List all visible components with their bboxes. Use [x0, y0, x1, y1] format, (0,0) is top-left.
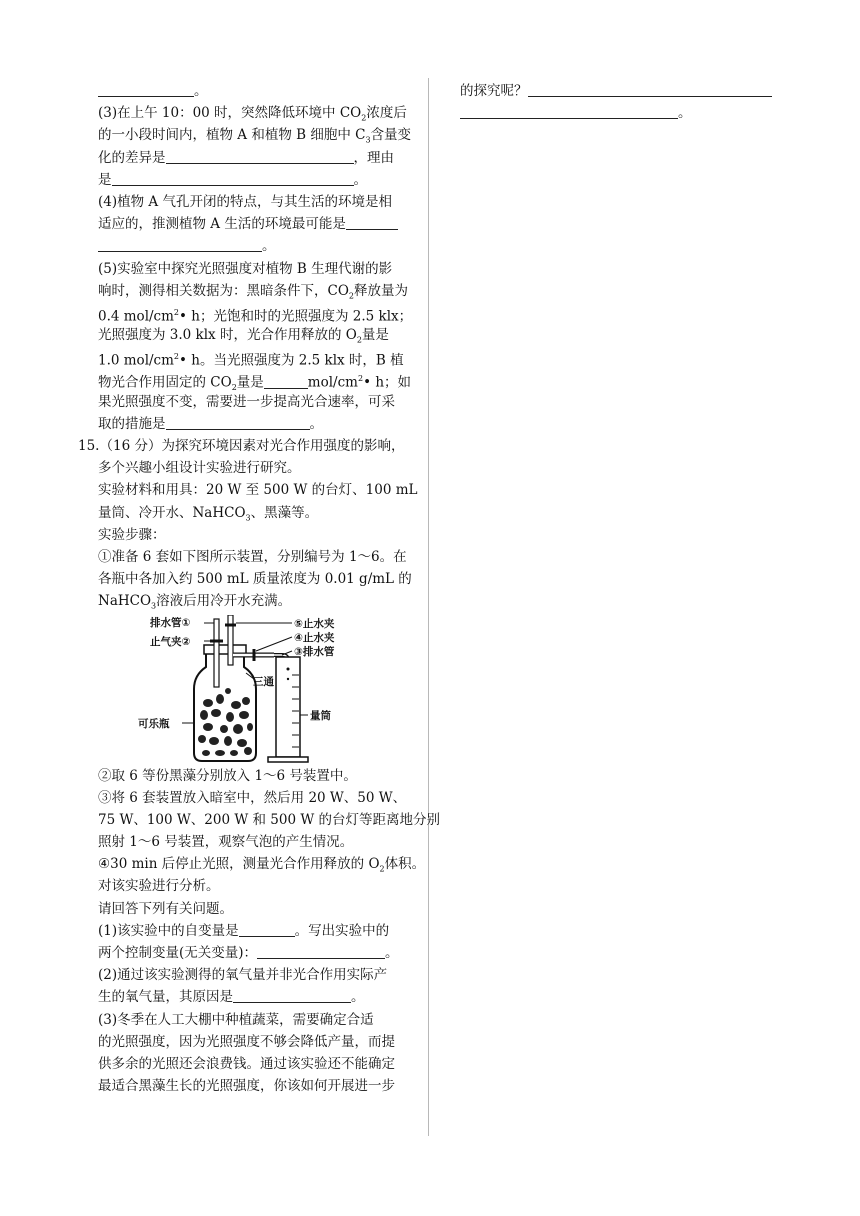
text: 多个兴趣小组设计实验进行研究。: [98, 460, 301, 477]
answer-blank[interactable]: [257, 943, 385, 959]
text-line: [78, 898, 420, 920]
text: 实验材料和用具：20 W 至 500 W 的台灯、100 mL: [98, 482, 418, 499]
text: ①准备 6 套如下图所示装置，分别编号为 1～6。在: [98, 548, 407, 565]
text: 各瓶中各加入约 500 mL 质量浓度为 0.01 g/mL 的: [98, 571, 412, 588]
text: 0.4 mol/cm: [98, 308, 174, 325]
answer-blank[interactable]: [112, 170, 354, 186]
text: 生的氧气量，其原因是: [98, 989, 233, 1006]
text: 光照强度为 3.0 klx 时，光合作用释放的 O: [98, 327, 357, 344]
text: 实验步骤：: [98, 526, 166, 543]
apparatus-figure: [78, 615, 420, 765]
text: • h；如: [363, 374, 412, 391]
text-line: [78, 942, 420, 964]
text-line: [78, 191, 420, 213]
superscript: 2: [173, 352, 180, 362]
text: 适应的，推测植物 A 生活的环境最可能是: [98, 216, 346, 233]
text-line: [78, 169, 420, 191]
label-bottle: 可乐瓶: [138, 717, 170, 730]
text: 。: [262, 238, 276, 255]
superscript: 2: [357, 374, 364, 384]
text-line: [78, 280, 420, 302]
text: 体积。: [384, 856, 426, 873]
text-line: [78, 831, 420, 853]
text-line: [78, 368, 420, 393]
text: ④30 min 后停止光照，测量光合作用释放的 O: [98, 856, 380, 873]
text: (2)通过该实验测得的氧气量并非光合作用实际产: [98, 967, 388, 984]
text: 量是: [361, 327, 389, 344]
text: 的探究呢？: [460, 83, 528, 99]
text-line: [78, 546, 420, 568]
text-line: [78, 147, 420, 169]
text: (4)植物 A 气孔开闭的特点，与其生活的环境是相: [98, 193, 392, 210]
text: 化的差异是: [98, 149, 166, 166]
text-line: [78, 124, 420, 146]
text-line: [78, 80, 420, 102]
text-line: [78, 986, 420, 1008]
bottle-outline: [194, 653, 256, 761]
text: 。: [385, 945, 399, 961]
text: 含量变: [370, 127, 412, 144]
text-line: [78, 920, 420, 942]
text: 、黑藻等。: [250, 504, 319, 521]
text: ，理由: [353, 149, 394, 166]
text: 照射 1～6 号装置，观察气泡的产生情况。: [98, 834, 354, 851]
text-line: [78, 875, 420, 897]
subscript: 2: [356, 335, 362, 345]
label-tee: 三通: [253, 675, 274, 688]
text: 。: [309, 415, 323, 432]
text: 取的措施是: [98, 415, 166, 432]
label-clamp-5: ⑤止水夹: [294, 617, 335, 630]
text-line: [78, 1031, 420, 1053]
text-line: [78, 853, 426, 875]
apparatus-drawing: [78, 615, 420, 765]
answer-blank[interactable]: [528, 81, 772, 97]
column-divider: [428, 78, 429, 1136]
subscript: 3: [245, 513, 251, 523]
text-line: [78, 590, 420, 612]
text-line: [78, 213, 420, 235]
subscript: 2: [231, 383, 237, 393]
text: （16 分）为探究环境因素对光合作用强度的影响，: [99, 438, 405, 454]
text-line: [78, 1075, 420, 1097]
text-line: [78, 809, 441, 831]
text: 响时，测得相关数据为：黑暗条件下，CO: [98, 282, 349, 299]
answer-blank[interactable]: [166, 148, 354, 164]
cylinder-base: [268, 757, 308, 762]
text-line: [78, 964, 420, 986]
text: 量筒、冷开水、NaHCO: [98, 504, 246, 521]
text: 是: [98, 171, 112, 188]
text-line: [78, 235, 420, 257]
text: • h；光饱和时的光照强度为 2.5 klx；: [179, 308, 413, 325]
text: NaHCO: [98, 593, 152, 610]
text: 两个控制变量(无关变量)：: [98, 945, 258, 961]
text: 请回答下列有关问题。: [98, 900, 233, 917]
answer-blank[interactable]: [233, 987, 351, 1003]
label-pipe-3: ③排水管: [294, 645, 335, 658]
text-line: [78, 324, 420, 346]
text-line: [78, 502, 420, 524]
text: 。: [351, 989, 365, 1006]
text: 1.0 mol/cm: [98, 352, 174, 369]
text: 果光照强度不变，需要进一步提高光合速率，可采: [98, 393, 395, 410]
answer-blank[interactable]: [98, 236, 262, 252]
text: ②取 6 等份黑藻分别放入 1～6 号装置中。: [98, 767, 357, 784]
text: 浓度后: [366, 105, 407, 122]
text: (3)冬季在人工大棚中种植蔬菜，需要确定合适: [98, 1011, 374, 1028]
text-line: [78, 102, 420, 124]
text: mol/cm: [307, 374, 358, 391]
text: 对该实验进行分析。: [98, 878, 220, 895]
label-cylinder: 量筒: [310, 709, 331, 722]
text: 供多余的光照还会浪费钱。通过该实验还不能确定: [98, 1055, 395, 1072]
subscript: 3: [365, 136, 371, 146]
text: (1)该实验中的自变量是: [98, 922, 239, 939]
question-15-header: [78, 435, 420, 457]
answer-blank[interactable]: [346, 214, 398, 230]
text: 。: [194, 83, 208, 99]
text-line: [78, 765, 420, 787]
text-line: [460, 80, 790, 102]
subscript: 3: [151, 602, 157, 611]
pipe-1: [214, 619, 219, 687]
text-line: [78, 568, 420, 590]
label-clamp-4: ④止水夹: [294, 631, 335, 644]
subscript: 2: [361, 113, 367, 123]
pipe-5: [228, 615, 233, 665]
text: (5)实验室中探究光照强度对植物 B 生理代谢的影: [98, 260, 393, 277]
right-column: [460, 80, 790, 124]
answer-blank[interactable]: [264, 373, 308, 389]
text: 。: [353, 171, 367, 188]
text-line: [78, 479, 420, 501]
text: 物光合作用固定的 CO: [98, 374, 232, 391]
text: 。写出实验中的: [294, 922, 390, 939]
subscript: 2: [379, 864, 385, 874]
question-number: 15.: [78, 438, 100, 454]
text-line: [78, 413, 420, 435]
answer-blank[interactable]: [166, 414, 310, 430]
answer-blank[interactable]: [98, 81, 194, 97]
text-line: [78, 1009, 420, 1031]
text: (3)在上午 10：00 时，突然降低环境中 CO: [98, 105, 362, 122]
text: 释放量为: [354, 282, 408, 299]
text-line: [78, 524, 420, 546]
text: 量是: [236, 374, 264, 391]
subscript: 2: [348, 291, 354, 301]
text: • h。当光照强度为 2.5 klx 时，B 植: [179, 352, 404, 369]
text-line: [78, 391, 420, 413]
text-line: [78, 302, 420, 324]
text: 75 W、100 W、200 W 和 500 W 的台灯等距离地分别: [98, 811, 441, 828]
text: 的一小段时间内，植物 A 和植物 B 细胞中 C: [98, 127, 366, 144]
label-pipe-1: 排水管①: [150, 616, 191, 629]
text-line: [78, 258, 420, 280]
text: 溶液后用冷开水充满。: [156, 593, 292, 610]
text-line: [78, 787, 420, 809]
text-line: [460, 102, 790, 124]
graduated-cylinder: [276, 657, 300, 757]
text-line: [78, 1053, 420, 1075]
text: 的光照强度，因为光照强度不够会降低产量，而提: [98, 1033, 395, 1050]
text-line: [78, 346, 420, 368]
text-line: [78, 457, 420, 479]
answer-blank[interactable]: [460, 103, 678, 119]
superscript: 2: [173, 307, 180, 317]
text: ③将 6 套装置放入暗室中，然后用 20 W、50 W、: [98, 789, 407, 806]
answer-blank[interactable]: [239, 921, 295, 937]
left-column: [78, 80, 441, 1097]
label-clamp-2: 止气夹②: [150, 635, 191, 648]
text: 。: [678, 105, 692, 122]
text: 最适合黑藻生长的光照强度，你该如何开展进一步: [98, 1078, 395, 1095]
